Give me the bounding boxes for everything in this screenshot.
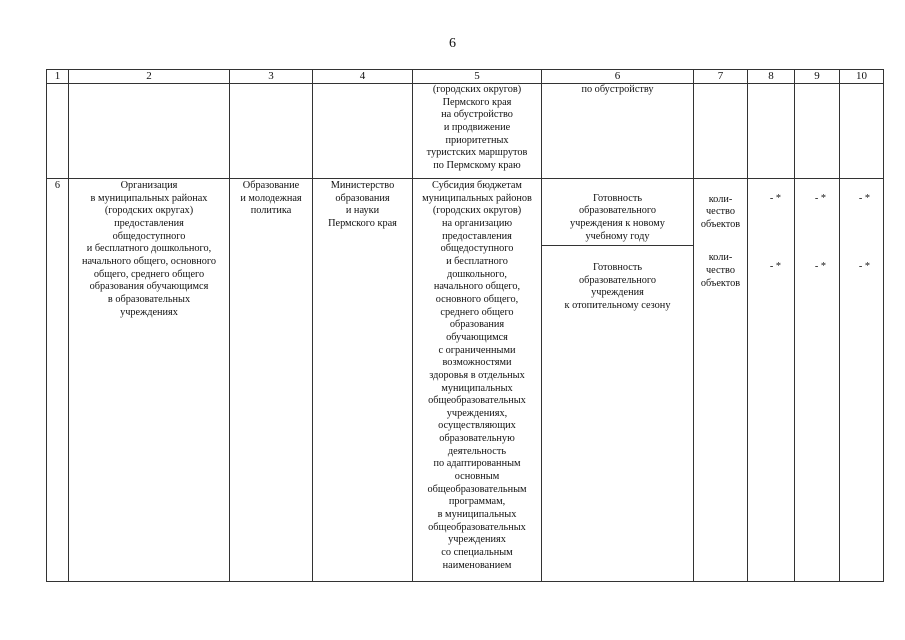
- table-cell: [313, 84, 413, 179]
- table-cell: [47, 84, 69, 179]
- header-cell: 9: [795, 70, 840, 84]
- continuation-row: [47, 84, 884, 179]
- continuation-activity-cell: (городских округов) Пермского края на обустройство и продвижение приоритетных туристских маршрутов по Пермскому краю: [413, 84, 542, 179]
- header-cell: 7: [694, 70, 748, 84]
- program-cell: Образование и молодежная политика: [230, 179, 313, 582]
- value-cell-10: [840, 179, 884, 582]
- value-1: - *: [814, 192, 826, 204]
- measure-name-cell: Организация в муниципальных районах (городских округах) предоставления общедоступного и бесплатного дошкольного, начального общего, основного общего, среднего общего образования обучающимся в образовательных учреждениях: [69, 179, 230, 582]
- header-cell: 1: [47, 70, 69, 84]
- continuation-indicator-cell: по обустройству: [542, 84, 694, 179]
- table-cell: [748, 84, 795, 179]
- header-cell: 3: [230, 70, 313, 84]
- header-row: [47, 70, 884, 84]
- value-cell-9: [795, 179, 840, 582]
- table-cell: [694, 84, 748, 179]
- value-2: - *: [769, 260, 781, 272]
- header-cell: 4: [313, 70, 413, 84]
- data-table: [46, 69, 884, 582]
- row-number: 6: [47, 179, 69, 582]
- table-cell: [69, 84, 230, 179]
- value-cell-8: [748, 179, 795, 582]
- header-cell: 10: [840, 70, 884, 84]
- value-1: - *: [858, 192, 870, 204]
- unit-2: коли- чество объектов: [700, 252, 741, 289]
- value-2: - *: [814, 260, 826, 272]
- unit-1: коли- чество объектов: [700, 193, 741, 230]
- indicator-2: Готовность образовательного учреждения к отопительному сезону: [564, 261, 671, 311]
- header-cell: 8: [748, 70, 795, 84]
- indicator-1: Готовность образовательного учреждения к новому учебному году: [542, 192, 693, 247]
- page-number: 6: [449, 36, 456, 51]
- unit-cell: [694, 179, 748, 582]
- table-cell: [795, 84, 840, 179]
- table-row: [47, 179, 884, 582]
- table-cell: [230, 84, 313, 179]
- header-cell: 5: [413, 70, 542, 84]
- executor-cell: Министерство образования и науки Пермского края: [313, 179, 413, 582]
- indicator-cell: [542, 179, 694, 582]
- value-2: - *: [858, 260, 870, 272]
- value-1: - *: [769, 192, 781, 204]
- header-cell: 2: [69, 70, 230, 84]
- header-cell: 6: [542, 70, 694, 84]
- table-cell: [840, 84, 884, 179]
- activity-cell: Субсидия бюджетам муниципальных районов (городских округов) на организацию предоставления общедоступного и бесплатного дошкольного, начального общего, основного общего, среднего общего образования обучающимся с ограниченными возможностями здоровья в отдельных муниципальных общеобразовательных учреждениях, осуществляющих образовательную деятельность по адаптированным основным общеобразовательным программам, в муниципальных общеобразовательных учреждениях со специальным наименованием: [413, 179, 542, 582]
